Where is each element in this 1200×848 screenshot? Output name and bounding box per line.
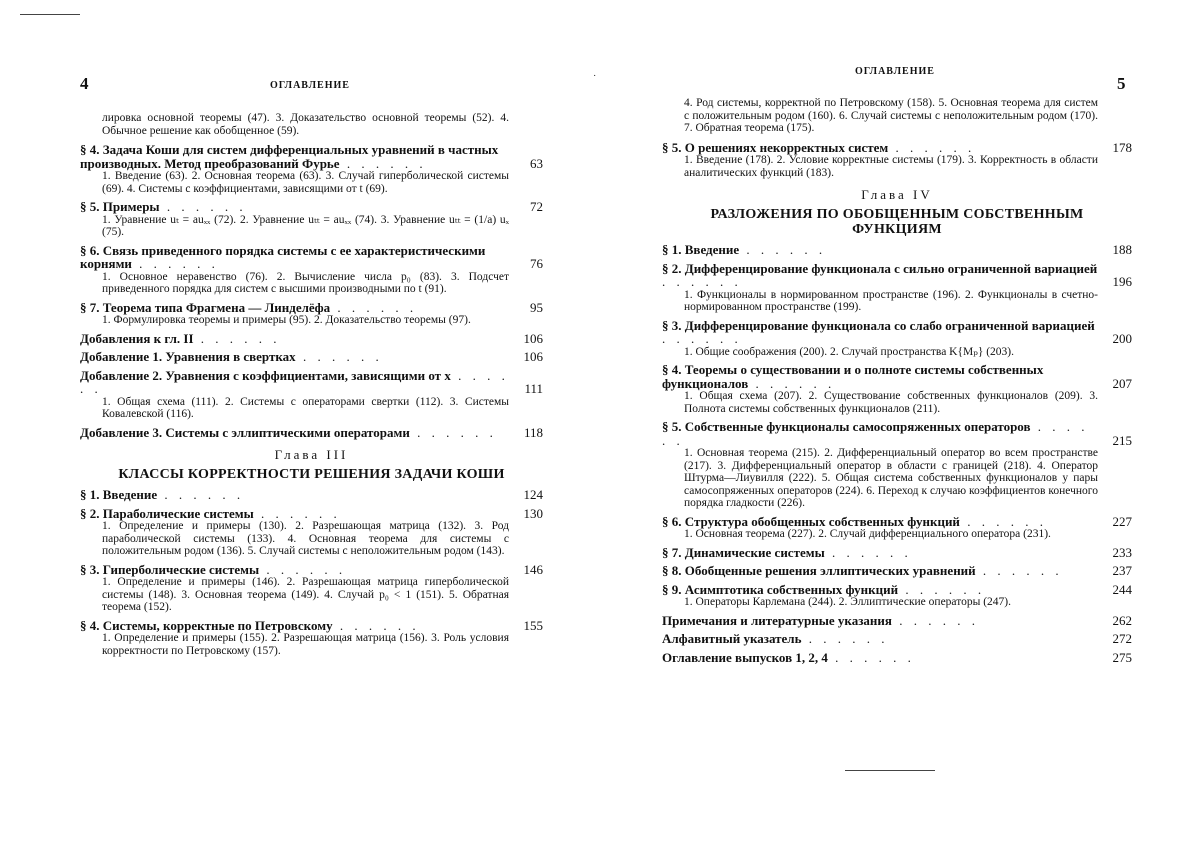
dot-leader: . . . . . . [157,487,245,502]
continuation-text: 4. Род системы, корректной по Петровскому (158). 5. Основная теорема для систем с положительным родом (160). 6. Случай системы с неположительным родом (170). 7. Обратная теорема (175). [684,97,1098,134]
toc-entry-title: Добавление 1. Уравнения в свертках [80,349,296,364]
toc-entry-title: Оглавление выпусков 1, 2, 4 [662,649,828,665]
toc-entry-title: § 5. О решениях некорректных систем [662,139,889,155]
toc-page-number: 200 [1112,331,1132,346]
toc-subsections: 1. Общие соображения (200). 2. Случай пространства K{Mₚ} (203). [684,345,1014,358]
dot-leader: . . . . . . [662,274,742,289]
toc-entry [80,426,543,440]
toc-entry [80,507,543,558]
toc-entry-title: Алфавитный указатель [662,631,802,646]
toc-entry-title: § 4. Системы, корректные по Петровскому [80,617,333,633]
toc-entries [80,143,543,439]
dot-leader: . . . . . . [259,561,347,577]
toc-subsections: 1. Операторы Карлемана (244). 2. Эллиптические операторы (247). [684,596,1011,608]
toc-entry-heading [80,301,543,315]
dot-leader: . . . . . . [959,513,1047,529]
dot-leader: . . . . . . [159,199,247,214]
toc-entry [662,420,1132,510]
toc-entry [662,141,1132,180]
toc-entry-heading [80,507,543,521]
toc-entry-heading [80,426,543,440]
toc-entry [80,143,543,195]
chapter-title: РАЗЛОЖЕНИЯ ПО ОБОБЩЕННЫМ СОБСТВЕННЫМ ФУНКЦИЯМ [710,207,1084,237]
toc-column [80,112,543,662]
dot-leader: . . . . . . [891,612,979,628]
toc-entry-title: Добавление 2. Уравнения с коэффициентами, зависящими от x [80,367,451,383]
toc-entry-title: § 4. Задача Коши для систем дифференциальных уравнений в частных производных. Метод преобразований Фурье [80,142,499,171]
toc-entry-title: § 3. Дифференцирование функционала со слабо ограниченной вариацией [662,317,1095,333]
toc-entries [662,141,1132,180]
toc-entry [662,546,1132,560]
dot-leader: . . . . . . [662,419,1089,448]
toc-page-number: 196 [1112,274,1132,289]
toc-entry [80,488,543,502]
toc-entry-heading [662,564,1132,578]
toc-entry-title: § 6. Структура обобщенных собственных функций [662,513,960,529]
toc-subsections: 1. Уравнение uₜ = auₓₓ (72). 2. Уравнение uₜₜ = auₓₓ (74). 3. Уравнение uₜₜ = (1/a) uₓ (75). [102,213,509,238]
toc-entry-title: Примечания и литературные указания [662,612,892,628]
toc-entry-heading [662,262,1132,289]
toc-entry [80,369,543,421]
toc-page-number: 262 [1112,612,1132,628]
toc-entry-heading [80,143,543,170]
dot-leader: . . . . . . [330,299,418,315]
toc-page-number: 207 [1112,375,1132,391]
toc-page-number: 233 [1112,544,1132,560]
dot-leader: . . . . . . [801,631,889,646]
toc-entry-title: § 2. Дифференцирование функционала с сильно ограниченной вариацией [662,260,1098,276]
bottom-rule [845,770,935,771]
dot-leader: . . . . . . [339,155,427,171]
toc-page-number: 118 [523,424,543,440]
dot-leader: . . . . . . [975,563,1063,578]
running-head: ОГЛАВЛЕНИЕ [270,80,350,91]
toc-page-number: 130 [523,505,543,521]
toc-entry-title: § 9. Асимптотика собственных функций [662,581,899,597]
toc-page-number: 178 [1112,139,1132,155]
toc-entry-heading [662,319,1132,346]
toc-entry-heading [662,420,1132,447]
toc-entry-heading [80,563,543,577]
toc-subsections: 1. Введение (63). 2. Основная теорема (63). 3. Случай гиперболической системы (69). 4. Системы с коэффициентами, зависящими от t (69). [102,170,509,195]
toc-entry-heading [662,243,1132,257]
toc-subsections: 1. Основная теорема (215). 2. Дифференциальный оператор во всем пространстве (217). 3. Дифференциальный оператор в области с границей (218). 4. Оператор Штурма—Лиувилля (222). 5. Общая система собственных функционалов у пары самосопряженных операторов (224). 6. Переход к случаю коэффициентов конечного порядка гладкости (226). [684,447,1098,509]
toc-subsections: 1. Определение и примеры (146). 2. Разрешающая матрица гиперболической системы (148). 3. Основная теорема (149). 4. Случай p₀ < 1 (151). 5. Обратная теорема (152). [102,576,509,613]
toc-entries [662,243,1132,664]
toc-entry [662,515,1132,541]
dot-leader: . . . . . . [80,367,509,396]
toc-page-number: 146 [523,561,543,577]
dot-leader: . . . . . . [748,375,836,391]
toc-page-number: 124 [523,487,543,502]
toc-entry-title: § 8. Обобщенные решения эллиптических уравнений [662,563,976,578]
toc-entry-title: § 7. Динамические системы [662,544,825,560]
toc-subsections: 1. Определение и примеры (155). 2. Разрешающая матрица (156). 3. Роль условия корректности по Петровскому (157). [102,632,509,657]
toc-entry [662,632,1132,646]
toc-entry-title: § 3. Гиперболические системы [80,561,260,577]
toc-entry [662,564,1132,578]
dot-leader: . . . . . . [898,581,986,597]
toc-entry-heading [80,200,543,214]
chapter-label: Глава IV [861,187,933,202]
dot-leader: . . . . . . [332,617,420,633]
toc-subsections: 1. Введение (178). 2. Условие корректные системы (179). 3. Корректность в области аналитических функций (183). [684,154,1098,179]
toc-entry [662,319,1132,359]
toc-page-number: 275 [1112,649,1132,665]
toc-entry [80,619,543,658]
toc-entry-heading [80,332,543,346]
toc-page-number: 227 [1112,513,1132,529]
toc-entry-heading [662,651,1132,665]
toc-page-number: 106 [523,330,543,346]
toc-subsections: 1. Основная теорема (227). 2. Случай дифференциального оператора (231). [684,528,1051,540]
running-head: ОГЛАВЛЕНИЕ [855,66,935,77]
toc-entries [80,488,543,657]
page-number: 5 [1117,74,1126,93]
toc-entry-heading [662,546,1132,560]
dot-leader: . . . . . . [824,544,912,560]
toc-entry-title: § 1. Введение [662,242,740,257]
toc-page-number: 111 [524,381,543,396]
toc-page-number: 272 [1112,631,1132,646]
toc-page-number: 95 [530,299,543,315]
dot-leader: . . . . . . [662,331,742,346]
toc-entry-heading [662,614,1132,628]
toc-subsections: 1. Общая схема (111). 2. Системы с операторами свертки (112). 3. Системы Ковалевской (116). [102,395,509,420]
toc-entry-title: § 5. Примеры [80,199,160,214]
toc-page-number: 76 [530,256,543,271]
toc-page-number: 72 [530,199,543,214]
toc-entry-heading [662,515,1132,529]
dot-leader: . . . . . . [827,649,915,665]
toc-entry-heading [662,141,1132,155]
toc-entry [80,301,543,327]
dot-leader: . . . . . . [193,330,281,346]
dot-leader: . . . . . . [739,242,827,257]
dot-leader: . . . . . . [888,139,976,155]
dot-leader: . . . . . . [131,256,219,271]
toc-subsections: 1. Основное неравенство (76). 2. Вычисление числа p₀ (83). 3. Подсчет приведенного порядка для систем с высшими производными по t (91). [102,270,509,295]
toc-entry-title: Добавление 3. Системы с эллиптическими операторами [80,424,410,440]
toc-entry [80,332,543,346]
toc-entry-title: § 1. Введение [80,487,158,502]
toc-page-number: 155 [523,617,543,633]
toc-page-number: 106 [523,349,543,364]
toc-entry [662,583,1132,609]
right-page [600,0,1200,848]
toc-entry-title: Добавления к гл. II [80,330,194,346]
toc-entry [80,563,543,614]
toc-subsections: 1. Общая схема (207). 2. Существование собственных функционалов (209). 3. Полнота системы собственных функционалов (211). [684,390,1098,415]
dot-leader: . . . . . . [295,349,383,364]
continuation-text: лировка основной теоремы (47). 3. Доказательство основной теоремы (52). 4. Обычное решение как обобщенное (59). [102,112,509,137]
toc-entry-heading [80,369,543,396]
toc-entry-heading [80,350,543,364]
toc-subsections: 1. Функционалы в нормированном пространстве (196). 2. Функционалы в счетно-нормированном пространстве (199). [684,288,1098,313]
toc-entry [662,243,1132,257]
toc-entry [80,200,543,239]
toc-page-number: 63 [530,155,543,171]
toc-entry-heading [662,583,1132,597]
dot-leader: . . . . . . [253,505,341,521]
toc-page-number: 215 [1112,432,1132,448]
chapter-title: КЛАССЫ КОРРЕКТНОСТИ РЕШЕНИЯ ЗАДАЧИ КОШИ [118,467,505,482]
chapter-label: Глава III [274,447,349,462]
toc-entry-heading [80,244,543,271]
toc-entry-heading [80,619,543,633]
toc-entry-title: § 7. Теорема типа Фрагмена — Линделёфа [80,299,331,315]
toc-entry [80,244,543,296]
toc-entry-title: § 6. Связь приведенного порядка системы с ее характеристическими корнями [80,242,486,271]
toc-entry-title: § 2. Параболические системы [80,505,254,521]
toc-page-number: 188 [1112,242,1132,257]
toc-entry-title: § 5. Собственные функционалы самосопряженных операторов [662,419,1031,434]
toc-entry [662,363,1132,415]
gutter-mark: ˙ [593,74,597,85]
toc-entry [662,262,1132,314]
toc-entry-heading [662,363,1132,390]
toc-page-number: 244 [1112,581,1132,597]
toc-entry [662,614,1132,628]
toc-entry [80,350,543,364]
toc-column [662,97,1132,669]
toc-entry [662,651,1132,665]
toc-entry-heading [662,632,1132,646]
toc-entry-heading [80,488,543,502]
toc-page-number: 237 [1112,563,1132,578]
toc-subsections: 1. Определение и примеры (130). 2. Разрешающая матрица (132). 3. Род параболической системы (133). 4. Основная теорема для системы с положительным родом (136). 5. Случай системы с неположительным родом (143). [102,520,509,557]
toc-entry-title: § 4. Теоремы о существовании и о полноте системы собственных функционалов [662,362,1044,391]
page-number: 4 [80,74,89,93]
toc-subsections: 1. Формулировка теоремы и примеры (95). 2. Доказательство теоремы (97). [102,314,471,326]
dot-leader: . . . . . . [409,424,497,440]
